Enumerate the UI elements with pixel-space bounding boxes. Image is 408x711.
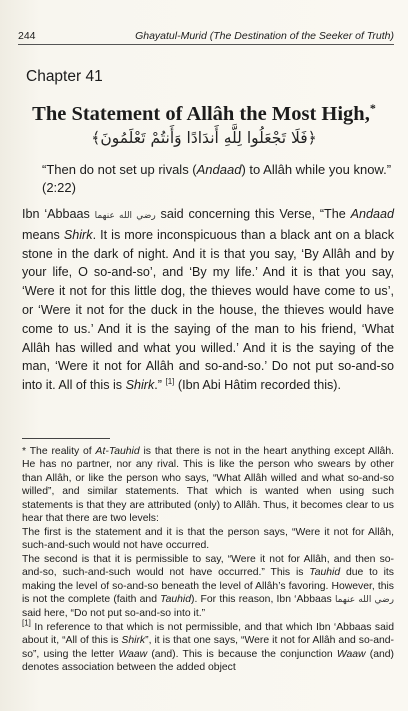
footnote-marker: * bbox=[369, 101, 376, 115]
text-run: ). For this reason, Ibn ‘Abbaas bbox=[191, 593, 335, 605]
footnote-paragraph bbox=[22, 445, 394, 526]
text-run: said concerning this Verse, “The bbox=[155, 207, 351, 221]
text-run: .” bbox=[154, 378, 166, 393]
text-run: In reference to that which is not permissible, and that which Ibn ‘Abbaas said about it, “All of this is bbox=[22, 621, 394, 647]
italic-term: Shirk bbox=[63, 227, 93, 242]
text-run: The second is that it is permissible to say, “Were it not for Allâh, and then so-and-so, such-and-such would not have occurred.” This is bbox=[22, 553, 394, 579]
text-run: (and). This is because the conjunction bbox=[147, 648, 337, 660]
chapter-title-text: The Statement of Allâh the Most High, bbox=[32, 102, 370, 125]
text-run: ”, it is that one says, “Were it not for Allâh and so-and-so”, using the letter bbox=[22, 635, 394, 660]
header-divider bbox=[18, 44, 394, 45]
footnote-paragraph bbox=[22, 618, 394, 675]
reference-marker: [1] bbox=[165, 376, 175, 386]
body-paragraph bbox=[22, 205, 394, 395]
honorific-text: رضي الله عنهما bbox=[334, 594, 394, 605]
reference-marker: [1] bbox=[22, 618, 31, 628]
verse-term: Andaad bbox=[196, 162, 242, 177]
verse-translation-part: “Then do not set up rivals ( bbox=[42, 162, 197, 177]
footnote-divider bbox=[22, 438, 110, 439]
italic-term: Tauhid bbox=[309, 567, 341, 579]
page-number: 244 bbox=[18, 30, 36, 42]
italic-term: Waaw bbox=[118, 648, 148, 660]
text-run: due to its making the level of so-and-so beneath the level of Allâh’s favoring. However, this is not the complete (faith and bbox=[22, 567, 395, 605]
italic-term: Andaad bbox=[350, 207, 394, 221]
text-run: said here, “Do not put so-and-so into it.” bbox=[22, 608, 206, 620]
running-title: Ghayatul-Murid (The Destination of the Seeker of Truth) bbox=[135, 30, 394, 42]
italic-term: Shirk bbox=[121, 635, 146, 647]
text-run: means bbox=[22, 227, 64, 242]
italic-term: Waaw bbox=[336, 648, 366, 660]
quran-verse-arabic: ﴿فَلَا تَجْعَلُوا لِلَّهِ أَندَادًا وَأَنتُمْ تَعْلَمُونَ﴾ bbox=[91, 129, 317, 147]
text-run: The first is the statement and it is that the person says, “Were it not for Allâh, such-and-such would not have occurred. bbox=[22, 526, 394, 552]
verse-translation bbox=[42, 161, 394, 197]
footnote-paragraph bbox=[22, 526, 394, 553]
chapter-title bbox=[0, 96, 408, 126]
text-run: Ibn ‘Abbaas bbox=[22, 207, 95, 221]
text-run: is that there is not in the heart anything except Allâh. He has no partner, nor any rival. This is like the person who swears by other than Allâh, or like the person who says, “What Allâh willed and what so-and-so willed”, and similar statements. That which is wanted when using such statements is that they are attributed (only) to Allâh. Thus, it becomes clear to us hear that there are two levels: bbox=[22, 446, 394, 525]
text-run: . It is more inconspicuous than a black ant on a black stone in the dark of night. And it is that you say, ‘By Allâh and by your life, O so-and-so’, and ‘By my life.’ And it is that you say, ‘Were it not for this little dog, the thieves would have come to us’, or ‘Were it not for the duck in the house, the thieves would have come to us.’ And it is the saying of the man to his friend, ‘What Allâh has willed and what you willed.’ And it is the saying of the man, ‘Were it not for Allâh and so-and-so.’ Do not put so-and-so into it. All of this is bbox=[22, 227, 394, 393]
italic-term: Tauhid bbox=[160, 593, 191, 605]
footnote bbox=[22, 445, 394, 675]
main-text bbox=[22, 205, 394, 395]
footnote-paragraph bbox=[22, 553, 394, 621]
honorific-text: رضي الله عنهما bbox=[94, 211, 156, 221]
chapter-label: Chapter 41 bbox=[26, 68, 103, 85]
text-run: (Ibn Abi Hâtim recorded this). bbox=[174, 378, 341, 393]
italic-term: At-Tauhid bbox=[95, 446, 140, 457]
italic-term: Shirk bbox=[125, 378, 155, 393]
text-run: (and) denotes association between the added object bbox=[22, 648, 394, 674]
text-run: * The reality of bbox=[22, 446, 96, 457]
verse-translation-part: ) to Allâh while you know.” (2:22) bbox=[42, 162, 392, 195]
